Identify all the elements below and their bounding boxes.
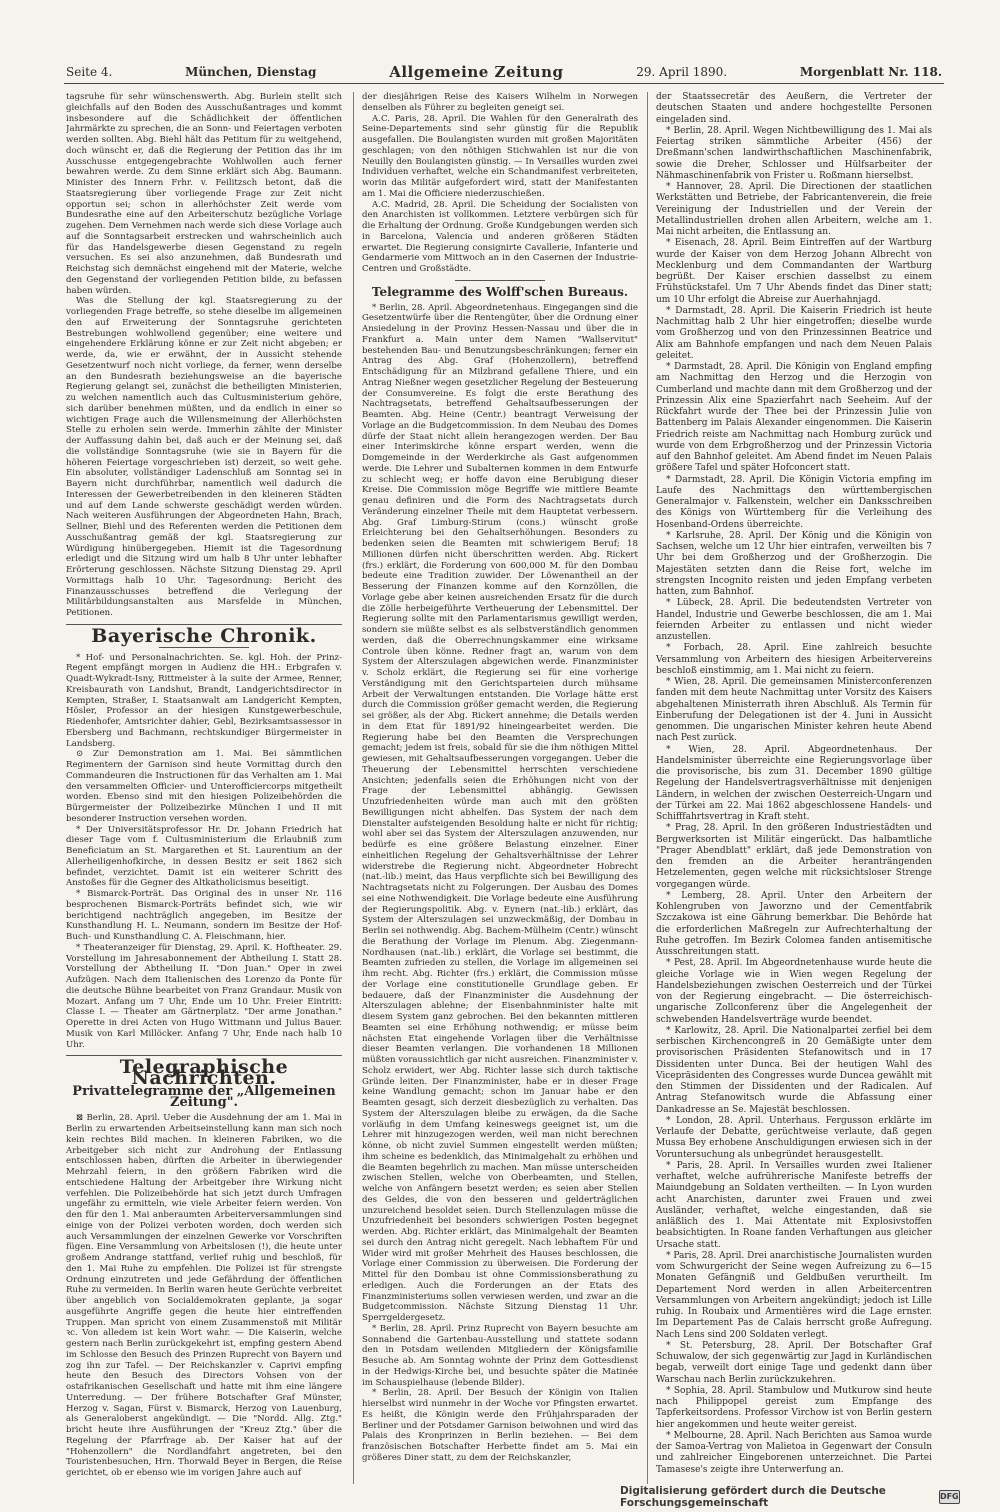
article-paragraph: ⊙ Zur Demonstration am 1. Mai. Bei sämmtlichen Regimentern der Garnison sind heute Vormittag durch den Commandeuren die Instructionen für das Verhalten am 1. Mai den versammelten Officier- und Unterofficiercorps mitgetheilt worden. Ebenso sind mit den hiesigen Polizeibehörden die Bürgermeister der Polizeibezirke München I und II mit besonderer Instruction versehen worden. [66, 749, 342, 824]
newspaper-title: Allgemeine Zeitung [389, 62, 564, 81]
article-paragraph: * Melbourne, 28. April. Nach Berichten aus Samoa wurde der Samoa-Vertrag von Malietoa in Gegenwart der Consuln und zahlreicher Eingeborenen unterzeichnet. Die Partei Tamasese's zeigte ihre Unterwerfung an. [656, 1430, 932, 1475]
dfg-logo-icon: DFG [939, 1490, 960, 1504]
article-paragraph: ⊠ Berlin, 28. April. Ueber die Ausdehnung der am 1. Mai in Berlin zu erwartenden Arbeitseinstellung kann man sich noch kein rechtes Bild machen. In kleineren Fabriken, wo die Arbeitgeber sich nicht zur Androhung der Entlassung entschlossen haben, dürften die Arbeiter in überwiegender Mehrzahl feiern, in den größern Fabriken wird die entschiedene Haltung der Arbeitgeber ihre Wirkung nicht verfehlen. Die Polizeibehörde hat sich jetzt durch Umfragen ungefähr zu ermitteln, wie viele Arbeiter feiern werden. Von den für den 1. Mai anberaumten Arbeiterversammlungen sind einige von der Polizei verboten worden, doch werden sich auch Versammlungen der einzelnen Gewerke vor Vorschriften fügen. Eine Versammlung von Arbeitslosen (!), die heute unter großem Andrange stattfand, verlief ruhig und beschloß, für den 1. Mai Ruhe zu empfehlen. Die Polizei ist für strengste Ordnung einzutreten und jede Gefährdung der öffentlichen Ruhe zu vermeiden. In Berlin waren heute Gerüchte verbreitet über angeblich von Socialdemokraten geplante, ja sogar ausgeführte Angriffe gegen die heute hier eintreffenden Truppen. Man spricht von einem Zusammenstoß mit Militär ꝛc. Von alledem ist kein Wort wahr. — Die Kaiserin, welche gestern nach Berlin zurückgekehrt ist, empfing gestern Abend im Schlosse den Besuch des Prinzen Ruprecht von Bayern und zog ihn zur Tafel. — Der Reichskanzler v. Caprivi empfing heute den Besuch des Directors Vohsen von der ostafrikanischen Gesellschaft und hatte mit ihm eine längere Unterredung. — Der frühere Botschafter Graf Münster, Herzog v. Sagan, Fürst v. Bismarck, Herzog von Lauenburg, als Generaloberst angekündigt. — Die "Nordd. Allg. Ztg." bricht heute ihre Ausführungen der "Kreuz Ztg." über die Regelung der Pfarrfrage ab. Der Kaiser hat auf der "Hohenzollern" die Nordlandfahrt angetreten, bei den Touristenbesuchen, Hrn. Thorwald Beyer in Bergen, die Reise gerichtet, ob er ebenso wie im vorigen Jahre auch auf [66, 1113, 342, 1478]
article-paragraph: * Wien, 28. April. Abgeordnetenhaus. Der Handelsminister überreichte eine Regierungsvorlage über die provisorische, bis zum 31. December 1890 gültige Regelung der Handelsvertragsverhältnisse mit denjenigen Ländern, in welchen der zwischen Oesterreich-Ungarn und der Türkei am 22. Mai 1862 abgeschlossene Handels- und Schifffahrtsvertrag in Kraft steht. [656, 744, 932, 822]
article-paragraph: * Der Universitätsprofessor Hr. Dr. Johann Friedrich hat dieser Tage vom f. Cultusministerium die Erlaubniß zum Beneficiatum an St. Margarethen et St. Laurentium an der Allerheiligenhofkirche, in dessen Besitz er seit 1862 sich befindet, verzichtet. Damit ist ein weiterer Schritt des Anstoßes für die Gegner des Altkatholicismus beseitigt. [66, 824, 342, 889]
article-paragraph: * Hof- und Personalnachrichten. Se. kgl. Hoh. der Prinz-Regent empfängt morgen in Audienz die HH.: Erbgrafen v. Quadt-Wykradt-Isny, Rittmeister à la suite der Armee, Renner, Kreisbaurath von Landshut, Brandt, Landgerichtsdirector in Kempten, Straßer, I. Staatsanwalt am Landgericht Kempten, Hösler, Professor an der hiesigen Kunstgewerbeschule, Riedenhofer, Amtsrichter dahier, Gebl, Bezirksamtsassessor in Ebersberg und Bachmann, rechtskundiger Bürgermeister in Landsberg. [66, 652, 342, 749]
article-paragraph: Was die Stellung der kgl. Staatsregierung zu der vorliegenden Frage betreffe, so stehe dieselbe im allgemeinen den auf Erweiterung der Sonntagsruhe gerichteten Bestrebungen wohlwollend gegenüber; eine weitere und eingehendere Erklärung könne er zur Zeit nicht abgeben; er werde, da, wie er erwähnt, der in Aussicht stehende Gesetzentwurf noch nicht vorliege, da ferner, wenn derselbe an den Bundesrath beziehungsweise an die bayerische Regierung gelangt sei, zunächst die betheiligten Ministerien, zu welchen namentlich auch das Cultusministerium gehöre, sich darüber benehmen müßten, und da endlich in einer so wichtigen Frage auch die Willensmeinung der Allerhöchsten Stelle zu erholen sein werde. Immerhin zählte der Minister der Auffassung dahin bei, daß auch er der Meinung sei, daß die vollständige Sonntagsruhe (wie sie in Bayern für die höheren Feiertage vorgeschrieben ist) derzeit, so weit gehe. Ein absoluter, vollständiger Ladenschluß am Sonntag sei in Bayern nicht durchführbar, namentlich weil dadurch die Interessen der Gewerbetreibenden in den kleineren Städten und auf dem Lande schwerste geschädigt werden würden. Nach weiteren Ausführungen der Abgeordneten Hahn, Brach, Sellner, Biehl und des Referenten werden die Petitionen dem Ausschußantrag gemäß der kgl. Staatsregierung zur Würdigung hinübergegeben. Hiemit ist die Tagesordnung erledigt und die Sitzung wird um halb 8 Uhr unter lebhafter Erörterung geschlossen. Nächste Sitzung Dienstag 29. April Vormittags halb 10 Uhr. Tagesordnung: Bericht des Finanzausschusses betreffend die Verlegung der Militärbildungsanstalten aus Marsfelde in München, Petitionen. [66, 296, 342, 618]
article-paragraph: A.C. Paris, 28. April. Die Wahlen für den Generalrath des Seine-Departements sind sehr günstig für die Republik ausgefallen. Die Boulangisten wurden mit großen Majoritäten geschlagen; von den nöthigen Stichwahlen ist nur die von Neuilly den Boulangisten günstig. — In Versailles wurden zwei Individuen verhaftet, welche ein Schandmanifest verbreiteten, worin das Militär aufgefordert wird, statt der Manifestanten am 1. Mai die Officiere niederzuschießen. [362, 113, 638, 199]
article-paragraph: A.C. Madrid, 28. April. Die Scheidung der Socialisten von den Anarchisten ist vollkommen. Letztere verbürgen sich für die Erhaltung der Ordnung. Große Kundgebungen werden sich in Barcelona, Valencia und anderen größeren Städten erwartet. Die Regierung consignirte Cavallerie, Infanterie und Gendarmerie vom Mittwoch an in den Casernen der Industrie-Centren und Großstädte. [362, 199, 638, 274]
article-paragraph: * Berlin, 28. April. Wegen Nichtbewilligung des 1. Mai als Feiertag striken sämmtliche Arbeiter (456) der Dreßmann'schen landwirthschaftlichen Maschinenfabrik, sowie die Dreher, Schlosser und Hülfsarbeiter der Nähmaschinenfabrik von Frister u. Roßmann hierselbst. [656, 125, 932, 181]
header-place: München, Dienstag [185, 64, 317, 79]
article-paragraph: * Lübeck, 28. April. Die bedeutendsten Vertreter von Handel, Industrie und Gewerbe beschlossen, die am 1. Mai feiernden Arbeiter zu entlassen und nicht wieder anzustellen. [656, 598, 932, 642]
column-divider [353, 92, 354, 1484]
article-paragraph: * Sophia, 28. April. Stambulow und Mutkurow sind heute nach Philippopel gereist zum Empfange des Tapferkeitsordens. Professor Virchow ist von Berlin gestern hier angekommen und heute weiter gereist. [656, 1385, 932, 1430]
article-paragraph: * Karlsruhe, 28. April. Der König und die Königin von Sachsen, welche um 12 Uhr hier eintrafen, verweilten bis 7 Uhr bei dem Großherzog und der Großherzogin. Die Majestäten setzten dann die Reise fort, welche im strengsten Incognito reisten und jeden Empfang verbeten hatten, zum Bahnhof. [656, 530, 932, 597]
section-rule [455, 280, 545, 281]
column-3 [656, 92, 932, 1482]
article-paragraph: * Darmstadt, 28. April. Die Kaiserin Friedrich ist heute Nachmittag halb 2 Uhr hier eingetroffen; dieselbe wurde vom Großherzog und von den Prinzessinnen Beatrice und Alix am Bahnhofe empfangen und nach dem Neuen Palais geleitet. [656, 305, 932, 361]
footer-credit: Digitalisierung gefördert durch die Deutsche Forschungsgemeinschaft [620, 1485, 886, 1509]
section-title-bayerische-chronik: Bayerische Chronik. [91, 624, 317, 647]
section-subtitle-privattelegramme: Privattelegramme der „Allgemeinen Zeitung". [72, 1083, 336, 1110]
article-paragraph: * Paris, 28. April. In Versailles wurden zwei Italiener verhaftet, welche aufrührerische Manifeste betreffs der Maiundgebung an Soldaten vertheilten. — In Lyon wurden acht Anarchisten, darunter zwei Frauen und zwei Ausländer, verhaftet, welche eingestanden, daß sie anläßlich des 1. Mai Attentate mit Explosivstoffen beabsichtigten. In Roane fanden Verhaftungen aus gleicher Ursache statt. [656, 1160, 932, 1250]
section-title-telegraphische-nachrichten: Telegraphische Nachrichten. [119, 1056, 289, 1089]
article-paragraph: * Wien, 28. April. Die gemeinsamen Ministerconferenzen fanden mit dem heute Nachmittag unter Vorsitz des Kaisers abgehaltenen Ministerrath ihren Abschluß. Als Termin für Einberufung der Delegationen ist der 4. Juni in Aussicht genommen. Die ungarischen Minister kehren heute Abend nach Pest zurück. [656, 677, 932, 744]
page-number: Seite 4. [66, 64, 113, 79]
issue-date: 29. April 1890. [636, 64, 728, 79]
article-paragraph: tagsruhe für sehr wünschenswerth. Abg. Burlein stellt sich gleichfalls auf den Boden des Ausschußantrages und kommt insbesondere auf die Schädlichkeit der öffentlichen Jahrmärkte zu sprechen, die an Sonn- und Feiertagen verboten werden sollten. Abg. Biehl hält das Petitum für zu weitgehend, doch wünscht er, daß die Regierung der Petition das ihr im Ausschusse entgegengebrachte Wohlwollen auch ferner bewahren werde. Zu dem Sinne erklärt sich Abg. Baumann. Minister des Innern Frhr. v. Feilitzsch betont, daß die Staatsregierung über vorliegende Frage zur Zeit nicht opportun sei; schon in allerhöchster Zeit werde vom Bundesrathe eine auf den Arbeiterschutz bezügliche Vorlage zugehen. Dem Vernehmen nach werde sich diese Vorlage auch auf die Sonntagsarbeit erstrecken und wahrscheinlich auch für das Handelsgewerbe diesen Gegenstand zu regeln versuchen. Es sei also anzunehmen, daß Bundesrath und Reichstag sich demnächst eingehend mit der Materie, welche den Gegenstand der vorliegenden Petition bilde, zu befassen haben würden. [66, 92, 342, 296]
article-paragraph: * Pest, 28. April. Im Abgeordnetenhause wurde heute die gleiche Vorlage wie in Wien wegen Regelung der Handelsbeziehungen zwischen Oesterreich und der Türkei von der Regierung eingebracht. — Die österreichisch-ungarische Zollconferenz über die Angelegenheit der schwebenden Handelsverträge wurde beendet. [656, 958, 932, 1025]
article-paragraph: * Forbach, 28. April. Eine zahlreich besuchte Versammlung von Arbeitern des hiesigen Arbeitervereins beschloß einstimmig, am 1. Mai nicht zu feiern. [656, 643, 932, 676]
article-paragraph: * St. Petersburg, 28. April. Der Botschafter Graf Schuwalow, der sich gegenwärtig zur Jagd in Kurländischen begab, verweilt dort einige Tage und gedenkt dann über Warschau nach Berlin zurückzukehren. [656, 1340, 932, 1385]
issue-number: Morgenblatt Nr. 118. [799, 64, 942, 79]
digitization-footer [620, 1485, 960, 1509]
article-paragraph: * Berlin, 28. April. Abgeordnetenhaus. Eingegangen sind die Gesetzentwürfe über die Rentengüter, über die Ordnung einer Ansiedelung in der Provinz Hessen-Nassau und über die in Frankfurt a. Main unter dem Namen "Wallservitut" bestehenden Bau- und Benutzungsbeschränkungen; ferner ein Antrag des Abg. Graf (Hohenzollern), betreffend Entschädigung für an Milzbrand gefallene Thiere, und ein Antrag Nießner wegen gesetzlicher Regelung der Besteuerung der Consumvereine. Es folgt die erste Berathung des Nachtragsetats, betreffend Gehaltsaufbesserungen der Beamten. Abg. Heine (Centr.) beantragt Verweisung der Vorlage an die Budgetcommission. In dem Neubau des Domes dürfe der Staat nicht allein herangezogen werden. Der Bau einer Interimskirche könne erspart werden, wenn die Domgemeinde in der Werderkirche als Gast aufgenommen werde. Die Lehrer und Subalternen kommen in dem Entwurfe zu schlecht weg; er hoffe davon eine Berubigung dieser Kreise. Die Commission möge Begriffe wie mittlere Beamte genau definiren und die Form des Nachtragsetats durch Veränderung einzelner Theile mit dem Hauptetat verbessern. Abg. Graf Limburg-Stirum (cons.) wünscht große Erleichterung bei den Gehaltserhöhungen. Besonders zu bedenken seien die Beamten mit schwierigem Beruf; 18 Millionen dürfen nicht überschritten werden. Abg. Rickert (frs.) erklärt, die Forderung von 600,000 M. für den Dombau bedeute eine Tradition zuwider. Der Löwenantheil an der Besserung der Finanzen komme auf den Kornzöllen, die Vorlage gebe aber keinen ausreichenden Ersatz für die durch die Zölle herbeigeführte Vertheuerung der Lebensmittel. Der Regierung sollte mit den Parlamentarismus gewilligt werden, sondern sie müßte selbst es als selbstverständlich genommen werden, daß die Oberrechnungskammer eine wirksame Controle üben könne. Redner fragt an, warum von dem System der Alterszulagen abgewichen werde. Finanzminister v. Scholz erklärt, die Regierung sei für eine vorherige Verständigung mit den Gerichtsparteien durch mühsame Arbeit der Verwaltungen entstanden. Die Vorlage hätte erst durch die Commission größer gemacht werden, die Regierung sei größer, als der Abg. Rickert annehme; die Details werden in dem Etat für 1891/92 hineingearbeitet werden. Die Regierung habe bei den Beamten die Versprechungen gemacht; jedem ist freis, sobald für sie die ihm nöthigen Mittel gewiesen, mit Gehaltsaufbesserungen vorgegangen. Ueber die Theuerung der Lebensmittel herrschten verschiedene Ansichten; jedenfalls seien die Erhöhungen nicht von der Frage der Lebensmittel abhängig. Gewissen Unzufriedenheiten würde man auch mit den größten Bewilligungen nicht abhelfen. Das System der nach dem Dienstalter aufsteigenden Besoldung halte er nicht für richtig; wohl aber sei das System der Alterszulagen anzuwenden, nur bedürfe es eine größere Belastung einzelner. Einer einheitlichen Regelung der Gehaltsverhältnisse der Lehrer widerstrebe die Regierung nicht. Abgeordneter Hobrecht (nat.-lib.) meint, das Haus verpflichte sich bei Bewilligung des Nachtragsetats nicht zu Folgerungen. Der Ausbau des Domes sei eine Nothwendigkeit. Die Vorlage bedeute eine Ausführung der Regierungspolitik. Abg. v. Eynern (nat.-lib.) erklärt, das System der Alterszulagen sei unzweckmäßig, der Dombau in Berlin sei nothwendig. Abg. Bachem-Mülheim (Centr.) wünscht die Berathung der Vorlage im Plenum. Abg. Ziegenmann-Nordhausen (nat.-lib.) erklärt, die Vorlage sei bestimmt, die Beamten zufrieden zu stellen, die Vorlage im allgemeinen sei ihm recht. Abg. Richter (frs.) erklärt, die Commission müsse der Vorlage eine constitutionelle Grundlage geben. Er bedauere, daß der Finanzminister die Ausdehnung der Alterszulagen ablehne; der Eisenbahnminister halte mit diesem System ganz gebrochen. Bei den bekannten mittleren Beamten sei eine Erhöhung nothwendig; er müsse beim nächsten Etat eingehende Vorlagen über die Verhältnisse dieser Beamten verlangen. Die vorhandenen 18 Millionen müßten voraussichtlich gar nicht ausreichen. Finanzminister v. Scholz erwidert, wer Abg. Richter lasse sich durch taktische Gründe leiten. Der Finanzminister, habe er in dieser Frage keine Wandlung gemacht; schon im Januar habe er den Beamten gesagt, sich derzeit diesbezüglich zu verhalten. Das System der Alterszulagen bleibe zu erwägen, da die Sache vorläufig in dem Umfang keineswegs geeignet ist, um die Lehrer mit hinzugezogen werden, weil man nicht berechnen könne, ob nicht zuviel Summen eingestellt werden müßten; ihm scheine es bedenklich, das Minimalgehalt zu erhöhen und die Beamten begehrlich zu machen. Man müsse unterscheiden zwischen Stellen, welche von Oberbeamten, und Stellen, welche von Anfängern besetzt werden; es seien aber Stellen des Geldes, die von den besseren und gelderträglichen unzureichend besoldet seien. Durch Stellenzulagen müsse die Unzufriedenheit bei besonders schwierigen Posten begegnet werden. Abg. Richter erklärt, das Minimalgehalt der Beamten sei durch den Antrag nicht geregelt. Nach lebhaftem Für und Wider wird mit großer Mehrheit des Hauses beschlossen, die Vorlage einer Commission zu überweisen. Die Forderung der Mittel für den Dombau ist ohne Commissionsberathung zu erledigen. Auch die Forderungen an der Etats des Finanzministeriums sollen verwiesen werden, und zwar an die Budgetcommission. Nächste Sitzung Dienstag 11 Uhr. Sperrgeldergesetz. [362, 302, 638, 1323]
article-paragraph: * Berlin, 28. April. Prinz Ruprecht von Bayern besuchte am Sonnabend die Gartenbau-Ausstellung und stattete sodann den in Potsdam weilenden Mitgliedern der Königsfamilie Besuche ab. Am Sonntag wohnte der Prinz dem Gottesdienst in der Hedwigs-Kirche bei, und besuchte später die Matinée im Schauspielhause (lebende Bilder). [362, 1323, 638, 1388]
article-paragraph: der diesjährigen Reise des Kaisers Wilhelm in Norwegen denselben als Führer zu begleiten geneigt sei. [362, 92, 638, 113]
section-title-wolff-telegramme: Telegramme des Wolff'schen Bureaus. [371, 284, 629, 299]
column-1 [66, 92, 342, 1482]
article-paragraph: * Karlowitz, 28. April. Die Nationalpartei zerfiel bei dem serbischen Kirchencongreß in 20 Gemäßigte unter dem provisorischen Präsidenten Stefanowitsch und in 17 Dissidenten unter Dunca. Bei der heutigen Wahl des Vicepräsidenten des Congresses wurde Duncea gewählt mit den Stimmen der Dissidenten und der Radicalen. Auf Antrag Stefanowitsch wurde die Abfassung einer Dankadresse an Se. Majestät beschlossen. [656, 1025, 932, 1115]
article-paragraph: der Staatssecretär des Aeußern, die Vertreter der deutschen Staaten und andere hochgestellte Personen eingeladen sind. [656, 92, 932, 125]
article-paragraph: * Berlin, 28. April. Der Besuch der Königin von Italien hierselbst wird nunmehr in der Woche vor Pfingsten erwartet. Es heißt, die Königin werde den Frühjahrsparaden der Berliner und der Potsdamer Garnison beiwohnen und wird das Palais des Kronprinzen in Berlin beziehen. — Bei dem französischen Botschafter Herbette findet am 5. Mai ein größeres Diner statt, zu dem der Reichskanzler, [362, 1388, 638, 1463]
article-paragraph: * Bismarck-Porträt. Das Original des in unser Nr. 116 besprochenen Bismarck-Porträts befindet sich, wie wir berichtigend nachträglich angegeben, im Besitze der Kunsthandlung H. L. Neumann, sondern im Besitze der Hof-Buch- und Kunsthandlung C. A. Fleischmann, hier. [66, 889, 342, 942]
article-paragraph: * Paris, 28. April. Drei anarchistische Journalisten wurden vom Schwurgericht der Seine wegen Aufreizung zu 6—15 Monaten Gefängniß und Geldbußen verurtheilt. Im Departement Nord werden in allen Arbeitercentren Versammlungen von Arbeitern angekündigt; jedoch ist Lille ruhig. In Roubaix und Armentières wird die Lage ernster. Im Departement Pas de Calais herrscht große Aufregung. Nach Lens sind 200 Soldaten verlegt. [656, 1250, 932, 1340]
page-header [64, 60, 944, 84]
article-paragraph: * Prag, 28. April. In den größeren Industriestädten und Bergwerksorten ist Militär eingerückt. Das halbamtliche "Prager Abendblatt" erklärt, daß jede Demonstration von den fremden an die Arbeiter heranträngenden Hetzelementen, gegen welche mit rücksichtsloser Strenge vorgegangen würde. [656, 823, 932, 890]
article-paragraph: * Darmstadt, 28. April. Die Königin von England empfing am Nachmittag den Herzog und die Herzogin von Cumberland und machte dann mit dem Großherzog und der Prinzessin Alix eine Spazierfahrt nach Seeheim. Auf der Rückfahrt wurde der Thee bei der Prinzessin Julie von Battenberg im Palais Alexander eingenommen. Die Kaiserin Friedrich reiste am Nachmittag nach Homburg zurück und wurde von dem Erbgroßherzog und der Prinzessin Victoria auf den Bahnhof geleitet. Am Abend findet im Neuen Palais größere Tafel und später Hofconcert statt. [656, 362, 932, 474]
column-divider [647, 92, 648, 1484]
article-paragraph: * Eisenach, 28. April. Beim Eintreffen auf der Wartburg wurde der Kaiser von dem Herzog Johann Albrecht von Mecklenburg und dem Commandanten der Wartburg begrüßt. Der Kaiser erschien dasselbst zu einem Frühstückstafel. Um 7 Uhr Abends findet das Diner statt; um 10 Uhr erfolgt die Abreise zur Auerhahnjagd. [656, 238, 932, 305]
column-2 [362, 92, 638, 1482]
article-paragraph: * Darmstadt, 28. April. Die Königin Victoria empfing im Laufe des Nachmittags den württembergischen Generalmajor v. Falkenstein, welcher ein Danksschreiben des Königs von Württemberg für die Verleihung des Hosenband-Ordens überreichte. [656, 474, 932, 530]
article-paragraph: * Lemberg, 28. April. Unter den Arbeitern der Kohlengruben von Jaworzno und der Cementfabrik Szczakowa ist eine Gährung bemerkbar. Die Behörde hat die erforderlichen Maßregeln zur Aufrechterhaltung der Ruhe getroffen. Im Bezirk Colomea fanden antisemitische Ausschreitungen statt. [656, 890, 932, 957]
article-paragraph: * London, 28. April. Unterhaus. Fergusson erklärte im Verlaufe der Debatte, gerüchtweise verlaute, daß gegen Mussa Bey erhobene Anschuldigungen erwiesen sich in der Voruntersuchung als unbegründet herausgestellt. [656, 1115, 932, 1160]
article-paragraph: * Hannover, 28. April. Die Directionen der staatlichen Werkstätten und Betriebe, der Fabricantenverein, die freie Vereinigung der Industriellen und der Verein der Metallindustriellen drohen allen Arbeitern, welche am 1. Mai nicht arbeiten, die Entlassung an. [656, 182, 932, 237]
article-paragraph: * Theateranzeiger für Dienstag, 29. April. K. Hoftheater. 29. Vorstellung im Jahresabonnement der Abtheilung I. Statt 28. Vorstellung der Abtheilung II. "Don Juan." Oper in zwei Aufzügen. Nach dem Italienischen des Lorenzo da Ponte für die deutsche Bühne bearbeitet von Franz Grandaur. Musik von Mozart. Anfang um 7 Uhr, Ende um 10 Uhr. Freier Eintritt: Classe I. — Theater am Gärtnerplatz. "Der arme Jonathan." Operette in drei Acten von Hugo Wittmann und Julius Bauer. Musik von Karl Millöcker. Anfang 7 Uhr, Ende nach halb 10 Uhr. [66, 942, 342, 1050]
